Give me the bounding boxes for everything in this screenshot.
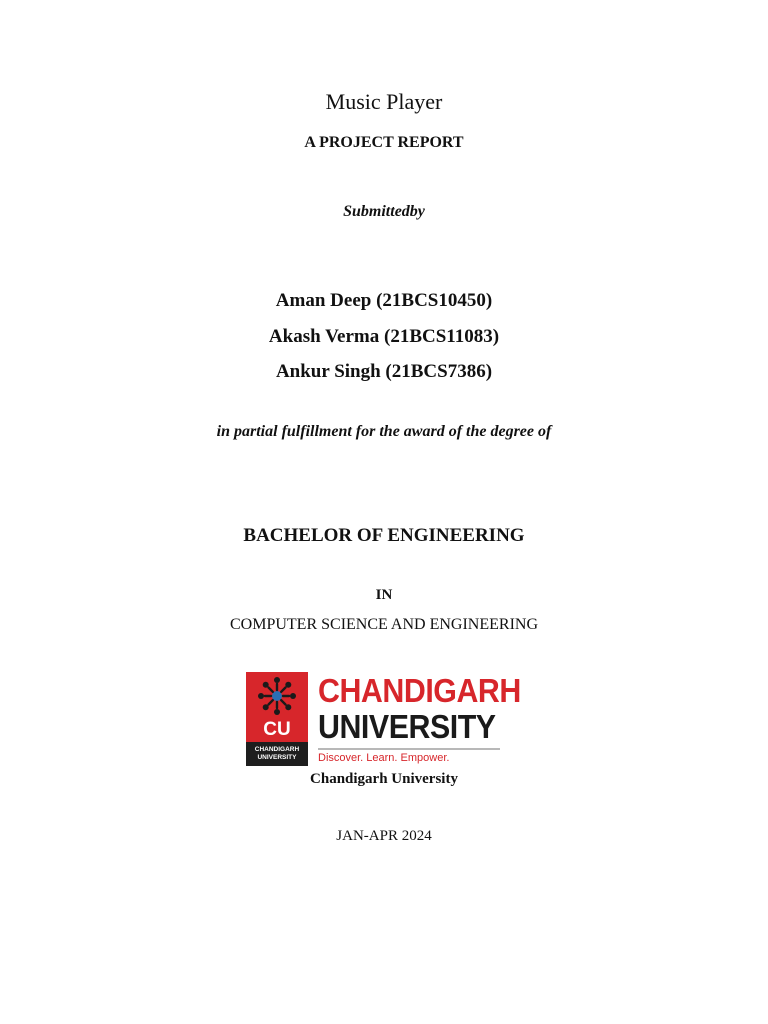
logo-divider — [318, 748, 500, 750]
report-title: Music Player — [325, 89, 443, 114]
department-name: COMPUTER SCIENCE AND ENGINEERING — [230, 616, 538, 633]
submitted-by-label: Submittedby — [343, 203, 425, 220]
university-logo — [246, 672, 526, 766]
logo-emblem — [246, 672, 308, 766]
fulfillment-statement: in partial fulfillment for the award of the degree of — [216, 423, 552, 440]
logo-wordmark-bottom: UNIVERSITY — [318, 708, 496, 745]
logo-wordmark-top: CHANDIGARH — [318, 672, 521, 709]
degree-name: BACHELOR OF ENGINEERING — [243, 525, 525, 546]
emblem-subtext: UNIVERSITY — [257, 754, 297, 761]
author-line: Aman Deep (21BCS10450) — [275, 290, 493, 311]
academic-session: JAN-APR 2024 — [336, 828, 432, 844]
in-label: IN — [375, 587, 393, 603]
emblem-initials: CU — [263, 719, 291, 740]
people-circle-emblem-icon — [246, 672, 308, 720]
author-line: Akash Verma (21BCS11083) — [268, 326, 500, 347]
logo-tagline: Discover. Learn. Empower. — [318, 752, 450, 764]
report-subtitle: A PROJECT REPORT — [304, 134, 464, 151]
author-line: Ankur Singh (21BCS7386) — [275, 361, 493, 382]
emblem-subtext: CHANDIGARH — [254, 746, 300, 753]
university-name: Chandigarh University — [310, 771, 458, 787]
